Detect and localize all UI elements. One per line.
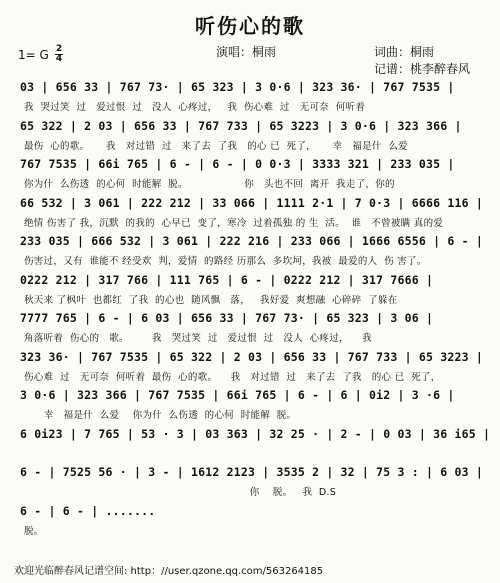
lyric-line: 你为什 么伤透 的心何 时能解 脱。 你 头也不回 离开 我走了，你的 (24, 179, 395, 190)
song-title: 听伤心的歌 (195, 14, 305, 38)
notation-line: 6 - | 6 - | ....... (20, 503, 156, 518)
lyric-line: 秋天来 了枫叶 也都红 了我 的心也 随风飘 落， 我好爱 爽想融 心碎碎 了躲在 (24, 294, 398, 306)
lyric-line: 角落听着 伤心的 歌。 我 哭过笑 过 爱过恨 过 没人 心疼过， 我 (24, 333, 372, 344)
singer-credit: 演唱：桐雨 (216, 45, 277, 59)
lyric-line: 最伤 心的歌。 我 对过错 过 来了去 了我 的心 已 死了， 幸 福是什 么爱 (24, 140, 408, 152)
score-system (10, 117, 494, 156)
transcriber-credit: 记谱：桃李醉春风 (374, 62, 471, 76)
score-system (10, 463, 494, 502)
lyric-line (24, 446, 494, 460)
score-system (10, 155, 494, 194)
notation-line: 6 0i23 | 7 765 | 53 · 3 | 03 363 | 32 25 · | 2 - | 0 03 | 36 i65 | (20, 426, 491, 441)
lyric-line: 脱。 (24, 525, 44, 537)
notation-line: 233 035 | 666 532 | 3 061 | 222 216 | 233 066 | 1666 6556 | 6 - | (20, 234, 484, 248)
notation-line: 767 7535 | 66i 765 | 6 - | 6 - | 0 0·3 | 3333 321 | 233 035 | (20, 157, 455, 171)
time-numerator: 2 (55, 44, 63, 54)
notation-line: 66 532 | 3 061 | 222 212 | 33 066 | 1111 2·1 | 7 0·3 | 6666 116 | (20, 195, 484, 210)
notation-line: 323 36· | 767 7535 | 65 322 | 2 03 | 656 33 | 767 733 | 65 3223 | (20, 349, 484, 364)
lyric-line: 你 脱。 我 D.S (24, 487, 337, 498)
score-system (10, 194, 494, 233)
score-system (10, 348, 494, 387)
key-signature (18, 45, 63, 64)
notation-line: 7777 765 | 6 - | 6 03 | 656 33 | 767 73· | 65 323 | 3 06 | (20, 311, 434, 325)
score-system (10, 502, 494, 541)
time-denominator: 4 (55, 54, 63, 64)
footer-caption: 欢迎光临醉春风记谱空间: http：//user.qzone.qq.com/563264185 (14, 566, 324, 577)
notation-line: 3 0·6 | 323 366 | 767 7535 | 66i 765 | 6 - | 6 | 0i2 | 3 ·6 | (20, 388, 455, 402)
score-system (10, 425, 494, 464)
score-system (10, 386, 494, 425)
score-system (10, 271, 494, 310)
lyric-line: 我 哭过笑 过 爱过恨 过 没人 心疼过， 我 伤心难 过 无可奈 何听着 (24, 102, 366, 113)
notation-line: 6 - | 7525 56 · | 3 - | 1612 2123 | 3535 2 | 32 | 75 3 : | 6 03 | (20, 465, 484, 479)
score-system (10, 232, 494, 271)
time-signature (55, 45, 63, 64)
lyric-line: 绝情 伤害了 我，沉默 的我的 心早已 变了，寒冷 过着孤独 的 生 活。 谁 不曾被瞒 真的爱 (24, 217, 444, 229)
score-system (10, 309, 494, 348)
lyric-line: 伤害过，又有 谁能不 经受欢 判，爱情 的路经 历那么 多坎坷，我被 最爱的人 伤 害了。 (24, 256, 427, 267)
score-system (10, 78, 494, 117)
notation-line: 0222 212 | 317 766 | 111 765 | 6 - | 0222 212 | 317 7666 | (20, 272, 434, 287)
notation-line: 65 322 | 2 03 | 656 33 | 767 733 | 65 3223 | 3 0·6 | 323 366 | (20, 118, 462, 133)
composer-credit: 词曲：桐雨 (374, 45, 435, 59)
key-label: 1= G (18, 47, 49, 62)
score (10, 78, 494, 540)
lyric-line: 伤心难 过 无可奈 何听着 最伤 心的歌。 我 对过错 过 来了去 了我 的心 已 死了， (24, 371, 441, 383)
lyric-line: 幸 福是什 么爱 你为什 么伤透 的心何 时能解 脱。 (24, 410, 297, 421)
notation-line: 03 | 656 33 | 767 73· | 65 323 | 3 0·6 | 323 36· | 767 7535 | (20, 80, 455, 94)
